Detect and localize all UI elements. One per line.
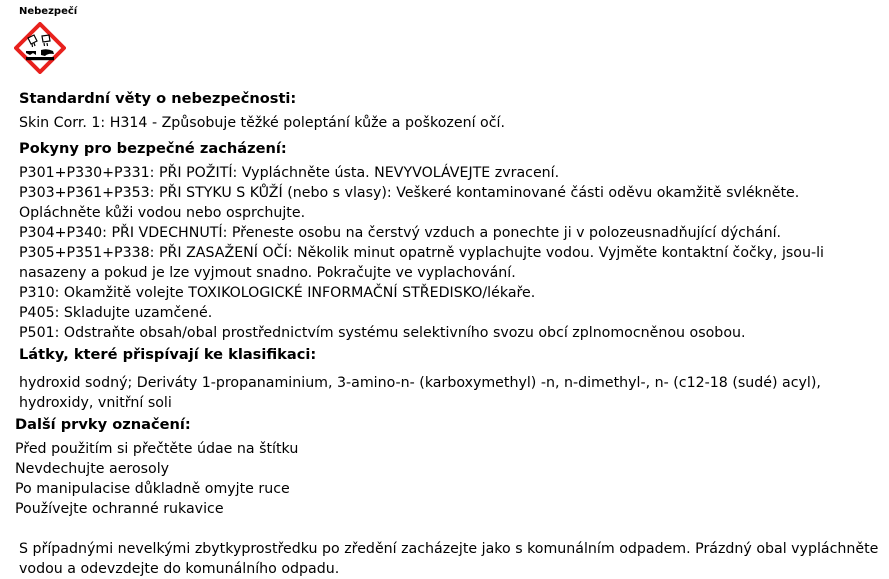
precaution-p305: P305+P351+P338: PŘI ZASAŽENÍ OČÍ: Několik minut opatrně vyplachujte vodou. Vyjměte kontaktní čočky, jsou-li nasazeny a pokud je lze vyjmout snadno. Pokračujte ve vyplachování.: [19, 245, 824, 281]
precaution-p303: P303+P361+P353: PŘI STYKU S KŮŽÍ (nebo s vlasy): Veškeré kontaminované části oděvu okamžitě svlékněte. Opláchněte kůži vodou nebo osprchujte.: [19, 185, 800, 221]
precaution-p310: P310: Okamžitě volejte TOXIKOLOGICKÉ INFORMAČNÍ STŘEDISKO/lékaře.: [19, 285, 536, 301]
precaution-p301: P301+P330+P331: PŘI POŽITÍ: Vypláchněte ústa. NEVYVOLÁVEJTE zvracení.: [19, 165, 560, 181]
additional-heading: Další prvky označení:: [15, 416, 191, 433]
precaution-p405: P405: Skladujte uzamčené.: [19, 305, 213, 321]
disposal-text: S případnými nevelkými zbytkyprostředku po zředění zacházejte jako s komunálním odpadem. Prázdný obal vypláchněte vodou a odevzdejte do komunálního odpadu.: [19, 541, 879, 577]
precaution-p304: P304+P340: PŘI VDECHNUTÍ: Přeneste osobu na čerstvý vzduch a ponechte ji v polozeusnadňující dýchání.: [19, 225, 782, 241]
precaution-p501: P501: Odstraňte obsah/obal prostřednictvím systému selektivního svozu obcí zplnomocněnou osobou.: [19, 325, 746, 341]
additional-item: Před použitím si přečtěte údae na štítku: [15, 441, 299, 457]
hazard-heading: Standardní věty o nebezpečnosti:: [19, 90, 297, 107]
additional-item: Po manipulacise důkladně omyjte ruce: [15, 481, 290, 497]
substances-text: hydroxid sodný; Deriváty 1-propanaminium, 3-amino-n- (karboxymethyl) -n, n-dimethyl-, n- (c12-18 (sudé) acyl), hydroxidy, vnitřní soli: [19, 375, 821, 411]
precautions-heading: Pokyny pro bezpečné zacházení:: [19, 140, 287, 157]
additional-item: Používejte ochranné rukavice: [15, 501, 224, 517]
substances-heading: Látky, které přispívají ke klasifikaci:: [19, 346, 317, 363]
signal-word: Nebezpečí: [19, 6, 78, 17]
hazard-statement: Skin Corr. 1: H314 - Způsobuje těžké poleptání kůže a poškození očí.: [19, 115, 505, 131]
additional-item: Nevdechujte aerosoly: [15, 461, 170, 477]
label-content: [15, 89, 879, 579]
corrosion-icon: [14, 22, 66, 74]
precautions-list: [19, 163, 879, 343]
additional-list: [15, 439, 879, 519]
